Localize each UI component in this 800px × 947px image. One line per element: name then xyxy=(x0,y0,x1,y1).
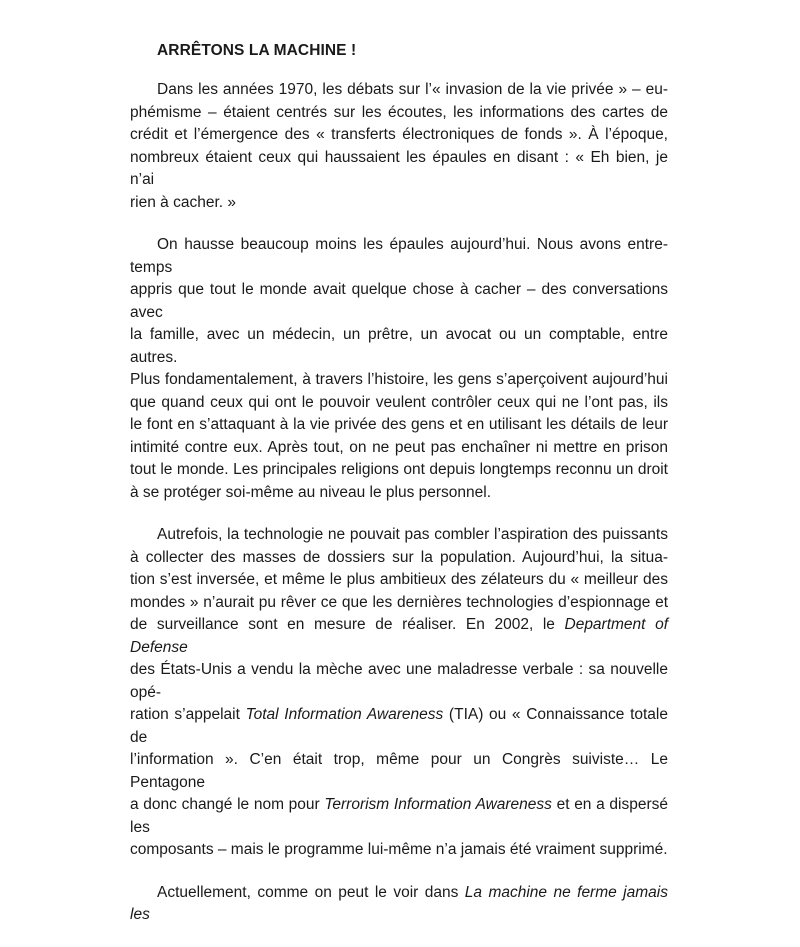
text-line: la famille, avec un médecin, un prêtre, un avocat ou un comptable, entre autres. xyxy=(130,326,668,366)
paragraph-1 xyxy=(130,79,668,214)
text-line: intimité contre eux. Après tout, on ne peut pas enchaîner ni mettre en prison xyxy=(130,438,668,456)
text-line: des États-Unis a vendu la mèche avec une maladresse verbale : sa nouvelle opé- xyxy=(130,661,668,701)
text-line: Plus fondamentalement, à travers l’histoire, les gens s’aperçoivent aujourd’hui xyxy=(130,371,668,388)
text-line: Dans les années 1970, les débats sur l’« invasion de la vie privée » – eu- xyxy=(157,81,668,98)
paragraph-2 xyxy=(130,234,668,504)
text-line: Actuellement, comme on peut le voir dans La machine ne ferme jamais les xyxy=(130,883,668,923)
document-page xyxy=(130,40,668,947)
text-line: crédit et l’émergence des « transferts électroniques de fonds ». À l’époque, xyxy=(130,126,668,143)
text-line: rien à cacher. » xyxy=(130,193,236,211)
text-line: à se protéger soi-même au niveau le plus personnel. xyxy=(130,483,492,501)
text-line: ration s’appelait Total Information Awareness (TIA) ou « Connaissance totale de xyxy=(130,706,668,746)
text-line: composants – mais le programme lui-même n’a jamais été vraiment supprimé. xyxy=(130,841,668,858)
text-line: à collecter des masses de dossiers sur la population. Aujourd’hui, la situa- xyxy=(130,548,668,566)
italic-title: Total Information Awareness xyxy=(245,706,444,723)
text-line: que quand ceux qui ont le pouvoir veulent contrôler ceux qui ne l’ont pas, ils xyxy=(130,393,668,411)
paragraph-3 xyxy=(130,524,668,862)
paragraph-4 xyxy=(130,882,668,927)
italic-title: Department of Defense xyxy=(130,616,668,656)
text-line: tout le monde. Les principales religions ont depuis longtemps reconnu un droit xyxy=(130,461,668,478)
text-line: tion s’est inversée, et même le plus ambitieux des zélateurs du « meilleur des xyxy=(130,571,668,588)
section-heading: ARRÊTONS LA MACHINE ! xyxy=(157,42,357,59)
text-line: le font en s’attaquant à la vie privée des gens et en utilisant les détails de leur xyxy=(130,416,668,433)
text-line: l’information ». C’en était trop, même pour un Congrès suiviste… Le Pentagone xyxy=(130,751,668,791)
text-line: de surveillance sont en mesure de réaliser. En 2002, le Department of Defense xyxy=(130,616,668,656)
italic-title: Terrorism Information Awareness xyxy=(324,796,552,813)
text-line: Autrefois, la technologie ne pouvait pas combler l’aspiration des puissants xyxy=(157,526,668,543)
text-line: phémisme – étaient centrés sur les écoutes, les informations des cartes de xyxy=(130,103,668,121)
text-line: appris que tout le monde avait quelque chose à cacher – des conversations avec xyxy=(130,281,668,321)
text-line: a donc changé le nom pour Terrorism Information Awareness et en a dispersé les xyxy=(130,796,668,836)
text-line: On hausse beaucoup moins les épaules aujourd’hui. Nous avons entre-temps xyxy=(130,236,668,276)
document-body xyxy=(130,79,668,927)
text-line: mondes » n’aurait pu rêver ce que les dernières technologies d’espionnage et xyxy=(130,593,668,611)
text-line: nombreux étaient ceux qui haussaient les épaules en disant : « Eh bien, je n’ai xyxy=(130,148,668,188)
italic-title: La machine ne ferme jamais les xyxy=(130,883,668,923)
